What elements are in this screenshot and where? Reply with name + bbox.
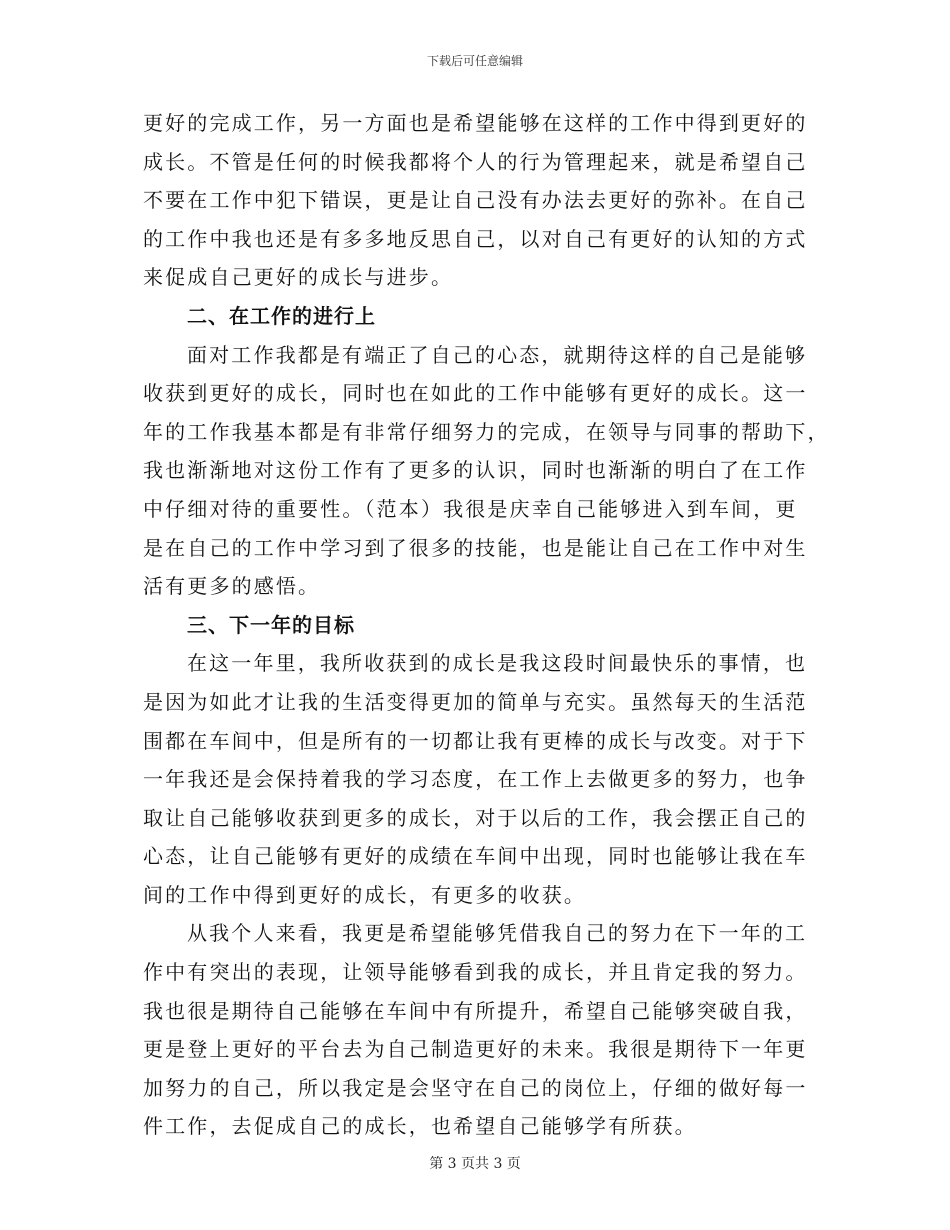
body-line: 是在自己的工作中学习到了很多的技能，也是能让自己在工作中对生 <box>143 535 808 560</box>
body-line: 我也很是期待自己能够在车间中有所提升，希望自己能够突破自我， <box>143 998 808 1023</box>
body-line: 更好的完成工作，另一方面也是希望能够在这样的工作中得到更好的 <box>143 111 808 135</box>
body-line: 中仔细对待的重要性。（范本）我很是庆幸自己能够进入到车间，更 <box>143 496 798 521</box>
body-line: 不要在工作中犯下错误，更是让自己没有办法去更好的弥补。在自己 <box>143 188 808 213</box>
body-line: 件工作，去促成自己的成长，也希望自己能够学有所获。 <box>143 1114 697 1139</box>
page-number: 第 3 页共 3 页 <box>429 1156 521 1172</box>
body-line: 加努力的自己，所以我定是会坚守在自己的岗位上，仔细的做好每一 <box>143 1075 808 1100</box>
body-line: 活有更多的感悟。 <box>143 574 321 599</box>
body-line: 收获到更好的成长，同时也在如此的工作中能够有更好的成长。这一 <box>143 381 808 406</box>
section-heading: 三、下一年的目标 <box>187 612 355 637</box>
body-line: 成长。不管是任何的时候我都将个人的行为管理起来，就是希望自己 <box>143 149 808 174</box>
body-line: 一年我还是会保持着我的学习态度，在工作上去做更多的努力，也争 <box>143 767 808 792</box>
body-line: 间的工作中得到更好的成长，有更多的收获。 <box>143 882 586 907</box>
body-line: 的工作中我也还是有多多地反思自己，以对自己有更好的认知的方式 <box>143 226 808 251</box>
body-line: 来促成自己更好的成长与进步。 <box>143 265 454 290</box>
body-line: 是因为如此才让我的生活变得更加的简单与充实。虽然每天的生活范 <box>143 689 808 714</box>
section-heading: 二、在工作的进行上 <box>187 303 376 328</box>
body-line: 心态，让自己能够有更好的成绩在车间中出现，同时也能够让我在车 <box>143 844 808 869</box>
paragraph-first-line: 在这一年里，我所收获到的成长是我这段时间最快乐的事情，也 <box>187 651 808 676</box>
body-line: 取让自己能够收获到更多的成长，对于以后的工作，我会摆正自己的 <box>143 805 808 830</box>
document-body <box>143 104 830 1146</box>
body-line: 我也渐渐地对这份工作有了更多的认识，同时也渐渐的明白了在工作 <box>143 458 808 483</box>
paragraph-first-line: 面对工作我都是有端正了自己的心态，就期待这样的自己是能够 <box>187 342 808 367</box>
paragraph-first-line: 从我个人来看，我更是希望能够凭借我自己的努力在下一年的工 <box>187 921 808 946</box>
body-line: 年的工作我基本都是有非常仔细努力的完成，在领导与同事的帮助下， <box>143 419 830 444</box>
body-line: 作中有突出的表现，让领导能够看到我的成长，并且肯定我的努力。 <box>143 960 808 985</box>
body-line: 围都在车间中，但是所有的一切都让我有更棒的成长与改变。对于下 <box>143 728 808 753</box>
page-header: 下载后可任意编辑 <box>426 54 523 68</box>
body-line: 更是登上更好的平台去为自己制造更好的未来。我很是期待下一年更 <box>143 1037 808 1062</box>
